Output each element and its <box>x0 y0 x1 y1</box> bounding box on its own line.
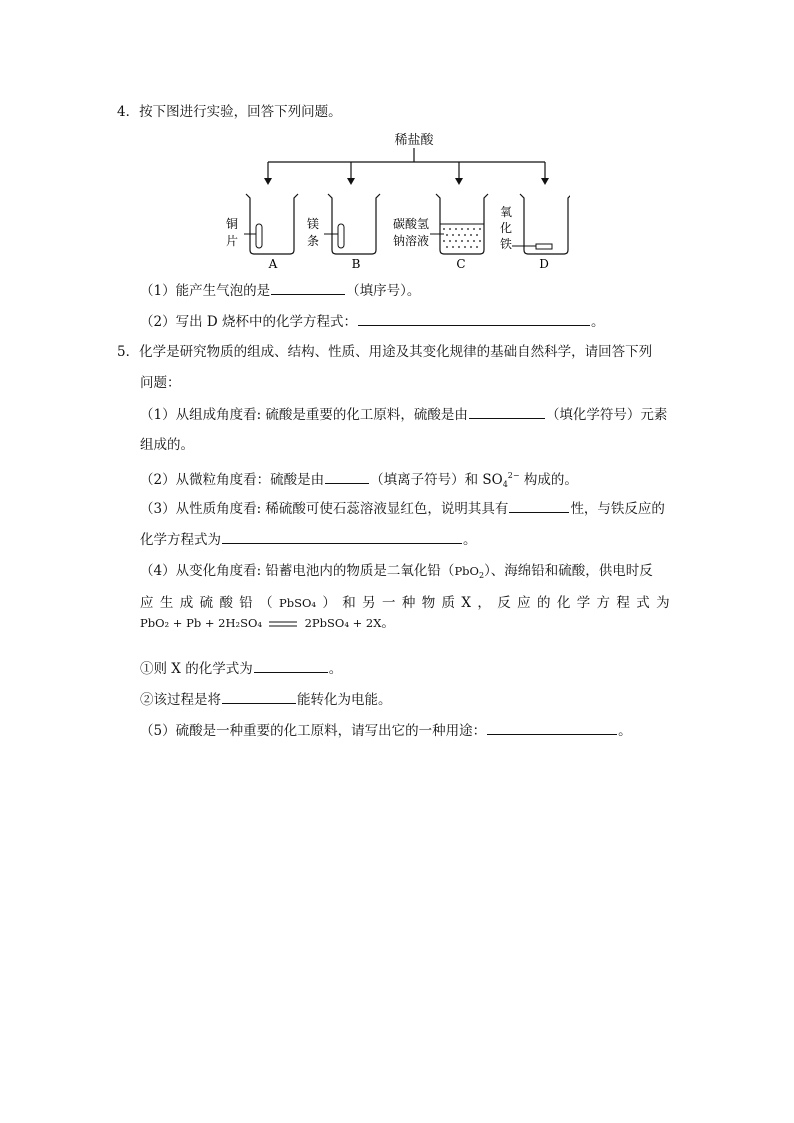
q5-p2-text: （2）从微粒角度看：硫酸是由 <box>140 472 325 488</box>
sulfate-charge: 2− <box>507 471 520 480</box>
justified-char: 硫 <box>199 595 214 611</box>
justified-char: 种 <box>401 595 416 611</box>
copper-strip <box>256 224 262 248</box>
q5-s1-blank[interactable] <box>254 659 328 673</box>
justified-char: PbSO₄ <box>279 596 317 610</box>
justified-char: 应 <box>517 595 531 611</box>
q5-p4-text-2: ）、海绵铅和硫酸，供电时反 <box>484 563 653 579</box>
justified-char: X <box>461 595 472 611</box>
q5-p2-end: 构成的。 <box>519 472 578 488</box>
beaker-c-label-2: 钠溶液 <box>392 234 430 248</box>
justified-char: 反 <box>497 595 511 611</box>
q4-part-1 <box>140 281 420 300</box>
beaker-a-label-2: 片 <box>225 234 239 248</box>
justified-char: 程 <box>616 595 630 611</box>
q4-part-2 <box>140 312 605 331</box>
q5-part-4-justified-line <box>140 594 670 612</box>
solution-dots <box>443 228 481 248</box>
q4-p2-blank[interactable] <box>358 312 590 326</box>
q4-p2-text: （2）写出 D 烧杯中的化学方程式： <box>140 314 357 330</box>
pbo2-subscript: 2 <box>478 571 485 580</box>
justified-char: 生 <box>159 595 174 611</box>
q5-part-3-cont <box>140 530 477 549</box>
q5-p1-hint: （填化学符号）元素 <box>545 407 668 423</box>
q4-stem: 按下图进行实验，回答下列问题。 <box>139 104 342 120</box>
equation-reactants: PbO₂ + Pb + 2H₂SO₄ <box>140 616 263 630</box>
justified-char: 物 <box>421 595 436 611</box>
q4-figure <box>210 128 570 272</box>
equation-end: 。 <box>381 615 395 631</box>
q5-p3-blank-1[interactable] <box>509 499 569 513</box>
q5-stem-2: 问题： <box>140 375 181 391</box>
q5-sub-1 <box>140 659 342 678</box>
beaker-d-label-2: 化 <box>499 221 513 235</box>
q5-p4-text: （4）从变化角度看: 铅蓄电池内的物质是二氧化铅（ <box>140 563 455 579</box>
sulfate-subscript: 4 <box>502 480 508 489</box>
q5-part-3 <box>140 499 665 518</box>
beaker-d <box>500 194 570 271</box>
q5-stem-1: 化学是研究物质的组成、结构、性质、用途及其变化规律的基础自然科学，请回答下列 <box>139 344 653 360</box>
q5-p2-hint: （填离子符号）和 SO <box>370 472 503 488</box>
q4-p2-end: 。 <box>591 314 605 330</box>
beaker-a-letter: A <box>268 257 278 271</box>
arrow-d <box>541 162 549 185</box>
justified-char: 式 <box>636 595 650 611</box>
justified-char: ， <box>477 595 491 611</box>
q4-p1-text: （1）能产生气泡的是 <box>140 283 271 299</box>
beaker-b <box>307 194 380 271</box>
beaker-b-label-2: 条 <box>306 234 320 248</box>
magnesium-ribbon <box>338 224 344 248</box>
q5-p3-text: （3）从性质角度看: 稀硫酸可使石蕊溶液显红色，说明其具有 <box>140 501 509 517</box>
equals-sign <box>268 619 298 629</box>
justified-char: 化 <box>556 595 571 611</box>
beaker-c <box>393 194 488 271</box>
q5-p1-blank[interactable] <box>469 405 545 419</box>
justified-char: 应 <box>140 595 154 611</box>
justified-char: 另 <box>362 595 376 611</box>
q5-p2-blank[interactable] <box>325 470 369 484</box>
justified-char: 铅 <box>239 595 253 611</box>
beaker-d-label-3: 铁 <box>499 237 513 251</box>
q5-p1-text: （1）从组成角度看: 硫酸是重要的化工原料，硫酸是由 <box>140 407 468 423</box>
iron-oxide-solid <box>536 244 552 249</box>
q5-p5-end: 。 <box>618 723 632 739</box>
arrow-b <box>347 162 355 185</box>
q5-p5-blank[interactable] <box>487 721 617 735</box>
beaker-d-label-1: 氧 <box>499 205 513 219</box>
q5-p3-eq-label: 化学方程式为 <box>140 532 221 548</box>
justified-char: （ <box>259 595 273 611</box>
q5-p3-mid: 性，与铁反应的 <box>570 501 665 517</box>
q5-equation <box>140 614 395 632</box>
beaker-d-letter: D <box>539 257 549 271</box>
justified-char: ） <box>322 595 336 611</box>
beaker-c-letter: C <box>456 257 466 271</box>
arrow-c <box>455 162 463 185</box>
q5-sub-2 <box>140 690 392 709</box>
pbo2-formula: PbO <box>454 564 479 578</box>
justified-char: 的 <box>536 595 551 611</box>
beaker-b-letter: B <box>351 257 361 271</box>
q5-p3-end: 。 <box>463 532 477 548</box>
q5-s2-end: 能转化为电能。 <box>297 692 392 708</box>
justified-char: 一 <box>381 595 396 611</box>
beaker-a <box>226 194 298 271</box>
q5-p5-text: （5）硫酸是一种重要的化工原料，请写出它的一种用途： <box>140 723 487 739</box>
q5-part-1 <box>140 405 667 424</box>
q5-part-4 <box>140 562 653 585</box>
q5-s1-end: 。 <box>328 661 343 677</box>
q5-s2-text: ②该过程是将 <box>140 692 221 708</box>
beaker-a-label-1: 铜 <box>225 217 239 231</box>
justified-char: 成 <box>179 595 194 611</box>
q5-stem-line-1 <box>117 343 652 361</box>
justified-char: 学 <box>576 595 591 611</box>
justified-char: 和 <box>342 595 356 611</box>
q5-part-2 <box>140 467 578 494</box>
acid-label: 稀盐酸 <box>394 133 434 148</box>
q5-s2-blank[interactable] <box>222 690 296 704</box>
justified-char: 方 <box>596 595 611 611</box>
q5-part-1-cont <box>140 436 194 454</box>
beaker-b-label-1: 镁 <box>306 217 320 231</box>
arrow-a <box>264 162 272 185</box>
q4-p1-hint: （填序号）。 <box>346 283 421 299</box>
equation-products: 2PbSO₄ + 2X <box>304 616 382 630</box>
q4-p1-blank[interactable] <box>271 281 345 295</box>
q4-number: 4． <box>117 104 140 120</box>
q5-number: 5． <box>117 344 140 360</box>
justified-char: 为 <box>656 595 670 611</box>
q5-p3-blank-2[interactable] <box>222 530 462 544</box>
q5-part-5 <box>140 721 632 740</box>
beaker-c-label-1: 碳酸氢 <box>392 217 430 231</box>
q5-s1-text: ①则 X 的化学式为 <box>140 661 253 677</box>
justified-char: 质 <box>441 595 456 611</box>
q5-p1-end: 组成的。 <box>140 437 194 453</box>
q5-stem-line-2 <box>140 374 181 392</box>
justified-char: 酸 <box>219 595 233 611</box>
q4-stem-line <box>117 103 342 121</box>
